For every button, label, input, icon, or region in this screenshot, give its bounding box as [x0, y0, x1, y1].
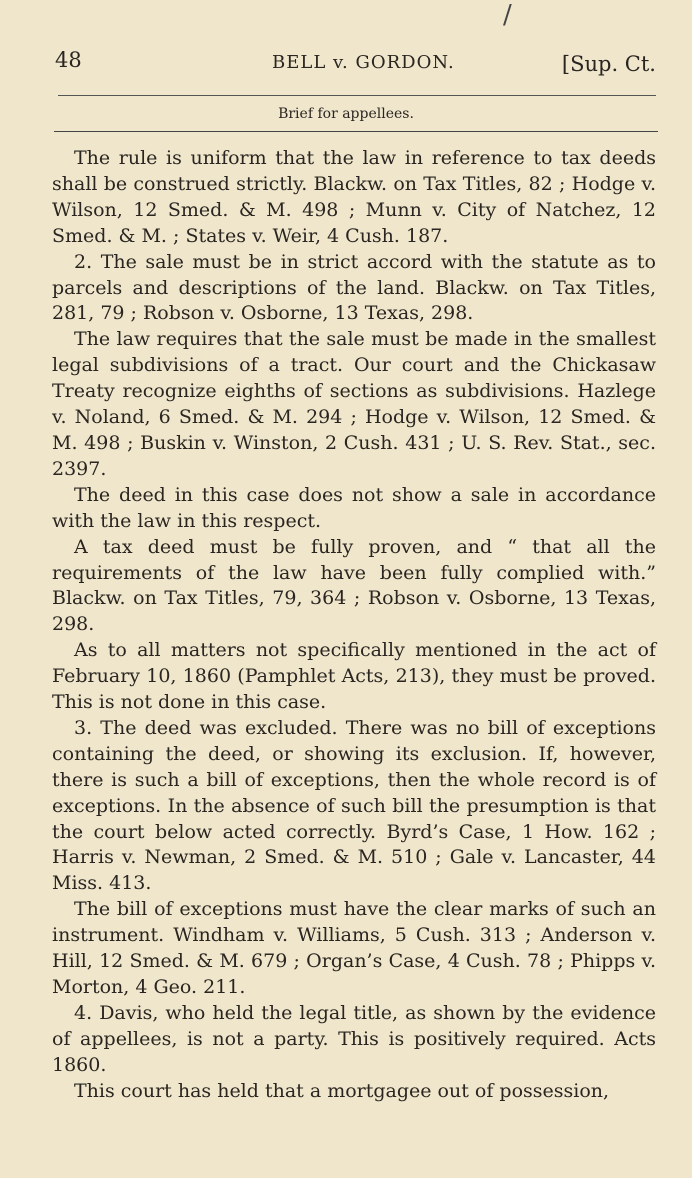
paragraph: This court has held that a mortgagee out of possession, — [74, 1079, 610, 1102]
body-text — [52, 146, 656, 1105]
paragraph: The bill of exceptions must have the clear marks of such an instrument. Windham v. Williams, 5 Cush. 313 ; Anderson v. Hill, 12 Smed. & M. 679 ; Organ’s Case, 4 Cush. 78 ; Phipps v. Morton, 4 Geo. 211. — [52, 898, 656, 998]
paragraph: 4. Davis, who held the legal title, as shown by the evidence of appellees, is not a party. This is positively required. Acts 1860. — [52, 1001, 656, 1076]
page-number: 48 — [55, 48, 82, 72]
margin-mark: / — [503, 0, 512, 30]
header-rule — [58, 95, 656, 96]
paragraph: The law requires that the sale must be made in the smallest legal subdivisions of a tract. Our court and the Chickasaw Treaty recognize eighths of sections as subdivisions. Hazlege v. Noland, 6 Smed. & M. 294 ; Hodge v. Wilson, 12 Smed. & M. 498 ; Buskin v. Winston, 2 Cush. 431 ; U. S. Rev. Stat., sec. 2397. — [52, 328, 656, 480]
court-label: [Sup. Ct. — [561, 52, 656, 76]
subheading-rule — [54, 131, 658, 132]
paragraph: A tax deed must be fully proven, and “ that all the requirements of the law have been fully complied with.” Blackw. on Tax Titles, 79, 364 ; Robson v. Osborne, 13 Texas, 298. — [52, 535, 656, 636]
paragraph: As to all matters not specifically mentioned in the act of February 10, 1860 (Pamphlet Acts, 213), they must be proved. This is not done in this case. — [52, 639, 656, 714]
paragraph: 3. The deed was excluded. There was no bill of exceptions containing the deed, or showing its exclusion. If, however, there is such a bill of exceptions, then the whole record is of exceptions. In the absence of such bill the presumption is that the court below acted correctly. Byrd’s Case, 1 How. 162 ; Harris v. Newman, 2 Smed. & M. 510 ; Gale v. Lancaster, 44 Miss. 413. — [52, 716, 656, 895]
page-header — [52, 46, 662, 80]
paragraph: The rule is uniform that the law in reference to tax deeds shall be construed strictly. Blackw. on Tax Titles, 82 ; Hodge v. Wilson, 12 Smed. & M. 498 ; Munn v. City of Natchez, 12 Smed. & M. ; States v. Weir, 4 Cush. 187. — [52, 147, 656, 247]
paragraph: The deed in this case does not show a sale in accordance with the law in this respect. — [52, 483, 656, 532]
running-title: BELL v. GORDON. — [272, 52, 455, 73]
paragraph: 2. The sale must be in strict accord with the statute as to parcels and descriptions of the land. Blackw. on Tax Titles, 281, 79 ; Robson v. Osborne, 13 Texas, 298. — [52, 250, 656, 325]
subheading: Brief for appellees. — [278, 106, 414, 122]
